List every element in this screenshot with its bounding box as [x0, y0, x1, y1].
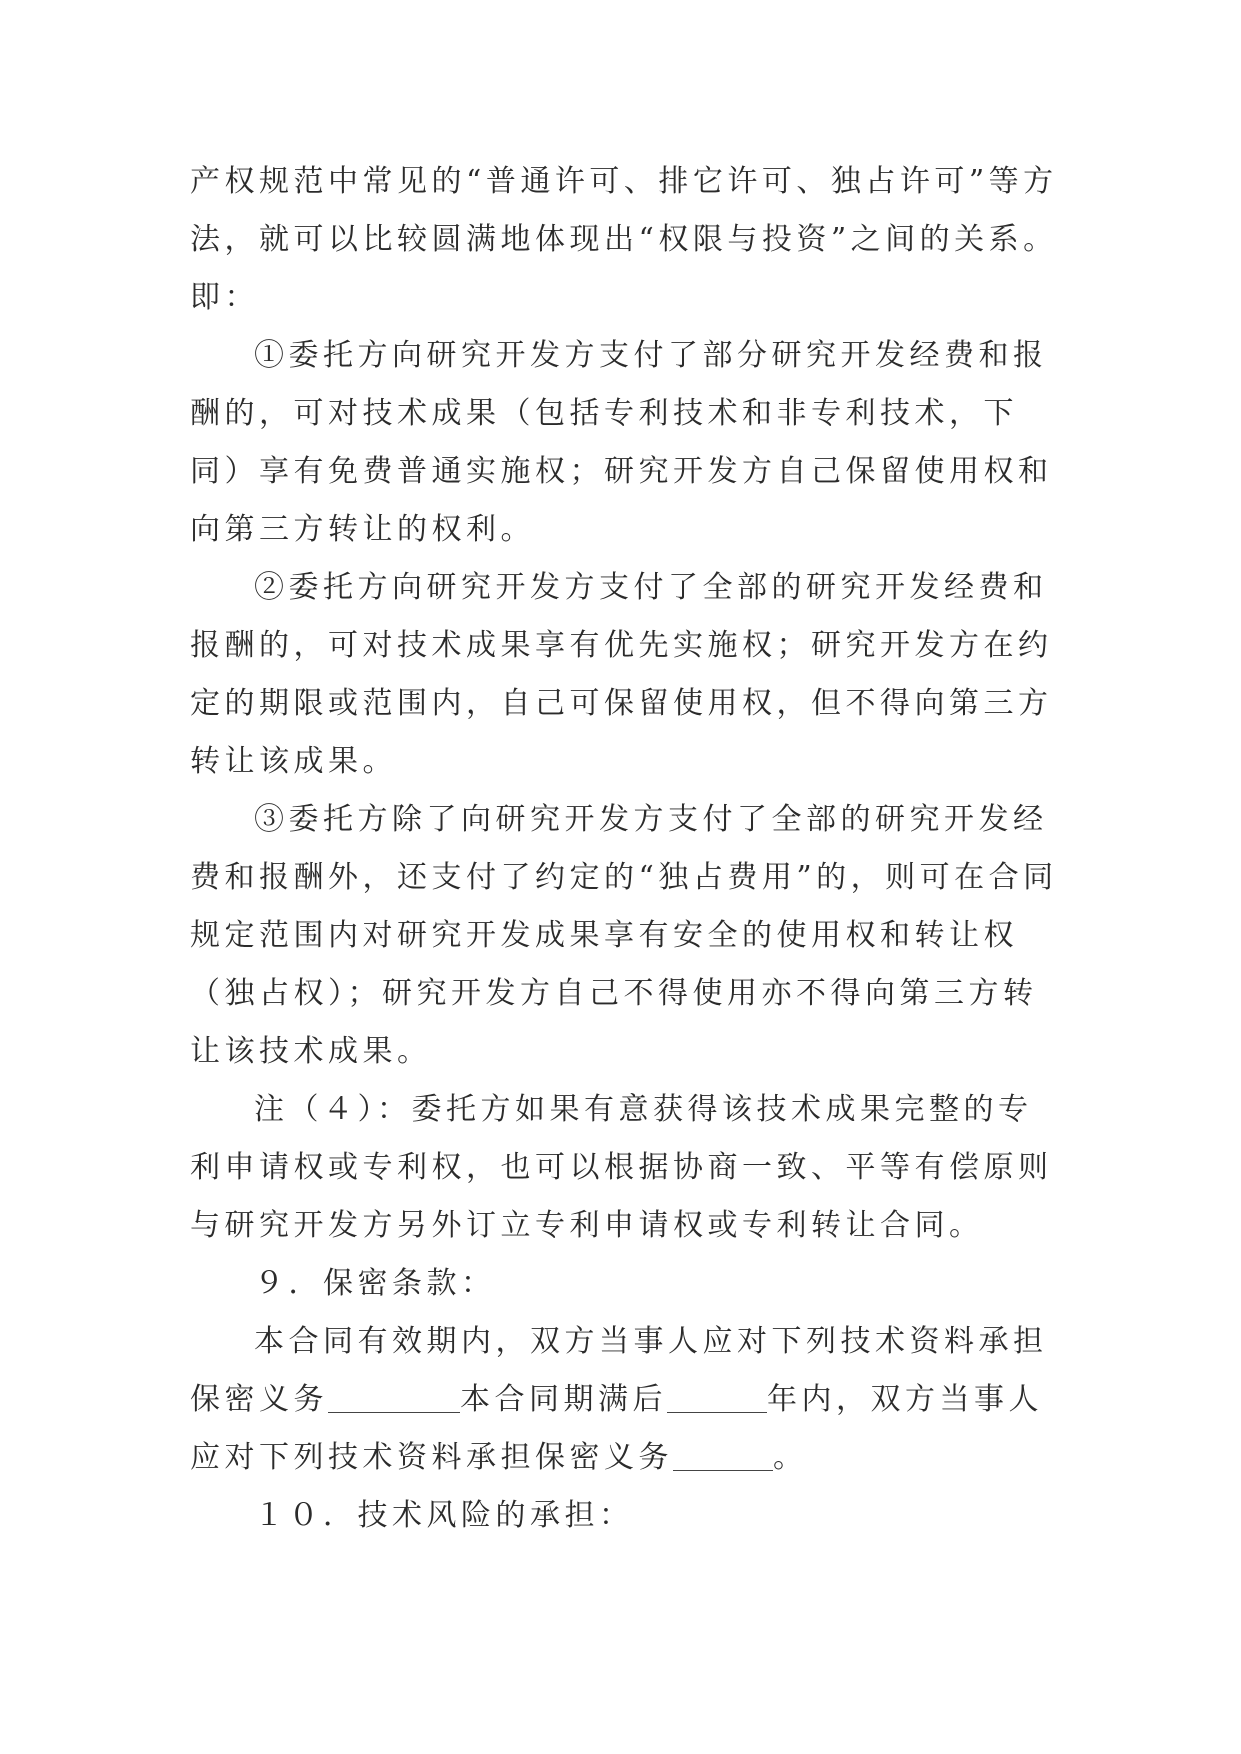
- paragraph-item-1: ①委托方向研究开发方支付了部分研究开发经费和报酬的，可对技术成果（包括专利技术和非专利技术，下同）享有免费普通实施权；研究开发方自己保留使用权和向第三方转让的权利。: [190, 338, 1053, 547]
- confidentiality-text-a: 本合同有效期内，双方当事人应对下列技术资料承担保密义务: [190, 1324, 1048, 1417]
- confidentiality-text-c: 年内，双方当事人应对下列技术资料承担保密义务: [190, 1382, 1043, 1475]
- paragraph-item-3: ③委托方除了向研究开发方支付了全部的研究开发经费和报酬外，还支付了约定的“独占费用”的，则可在合同规定范围内对研究开发成果享有安全的使用权和转让权（独占权）；研究开发方自己不得使用亦不得向第三方转让该技术成果。: [190, 802, 1058, 1069]
- document-body: [190, 153, 1060, 1545]
- blank-field-post-term-obligations[interactable]: [673, 1440, 773, 1471]
- section-heading-technical-risk: １０．技术风险的承担：: [254, 1498, 634, 1533]
- section-heading-confidentiality: ９．保密条款：: [254, 1266, 496, 1301]
- confidentiality-text-d: 。: [773, 1440, 808, 1475]
- blank-field-years[interactable]: [667, 1382, 767, 1413]
- confidentiality-text-b: 本合同期满后: [460, 1382, 667, 1417]
- paragraph-confidentiality: [190, 1313, 1060, 1487]
- paragraph-note-4: 注（４）：委托方如果有意获得该技术成果完整的专利申请权或专利权，也可以根据协商一致、平等有偿原则与研究开发方另外订立专利申请权或专利转让合同。: [190, 1092, 1053, 1243]
- paragraph-licensing-intro: 产权规范中常见的“普通许可、排它许可、独占许可”等方法，就可以比较圆满地体现出“权限与投资”之间的关系。即：: [190, 164, 1058, 315]
- blank-field-obligations[interactable]: [328, 1382, 460, 1413]
- paragraph-item-2: ②委托方向研究开发方支付了全部的研究开发经费和报酬的，可对技术成果享有优先实施权；研究开发方在约定的期限或范围内，自己可保留使用权，但不得向第三方转让该成果。: [190, 570, 1053, 779]
